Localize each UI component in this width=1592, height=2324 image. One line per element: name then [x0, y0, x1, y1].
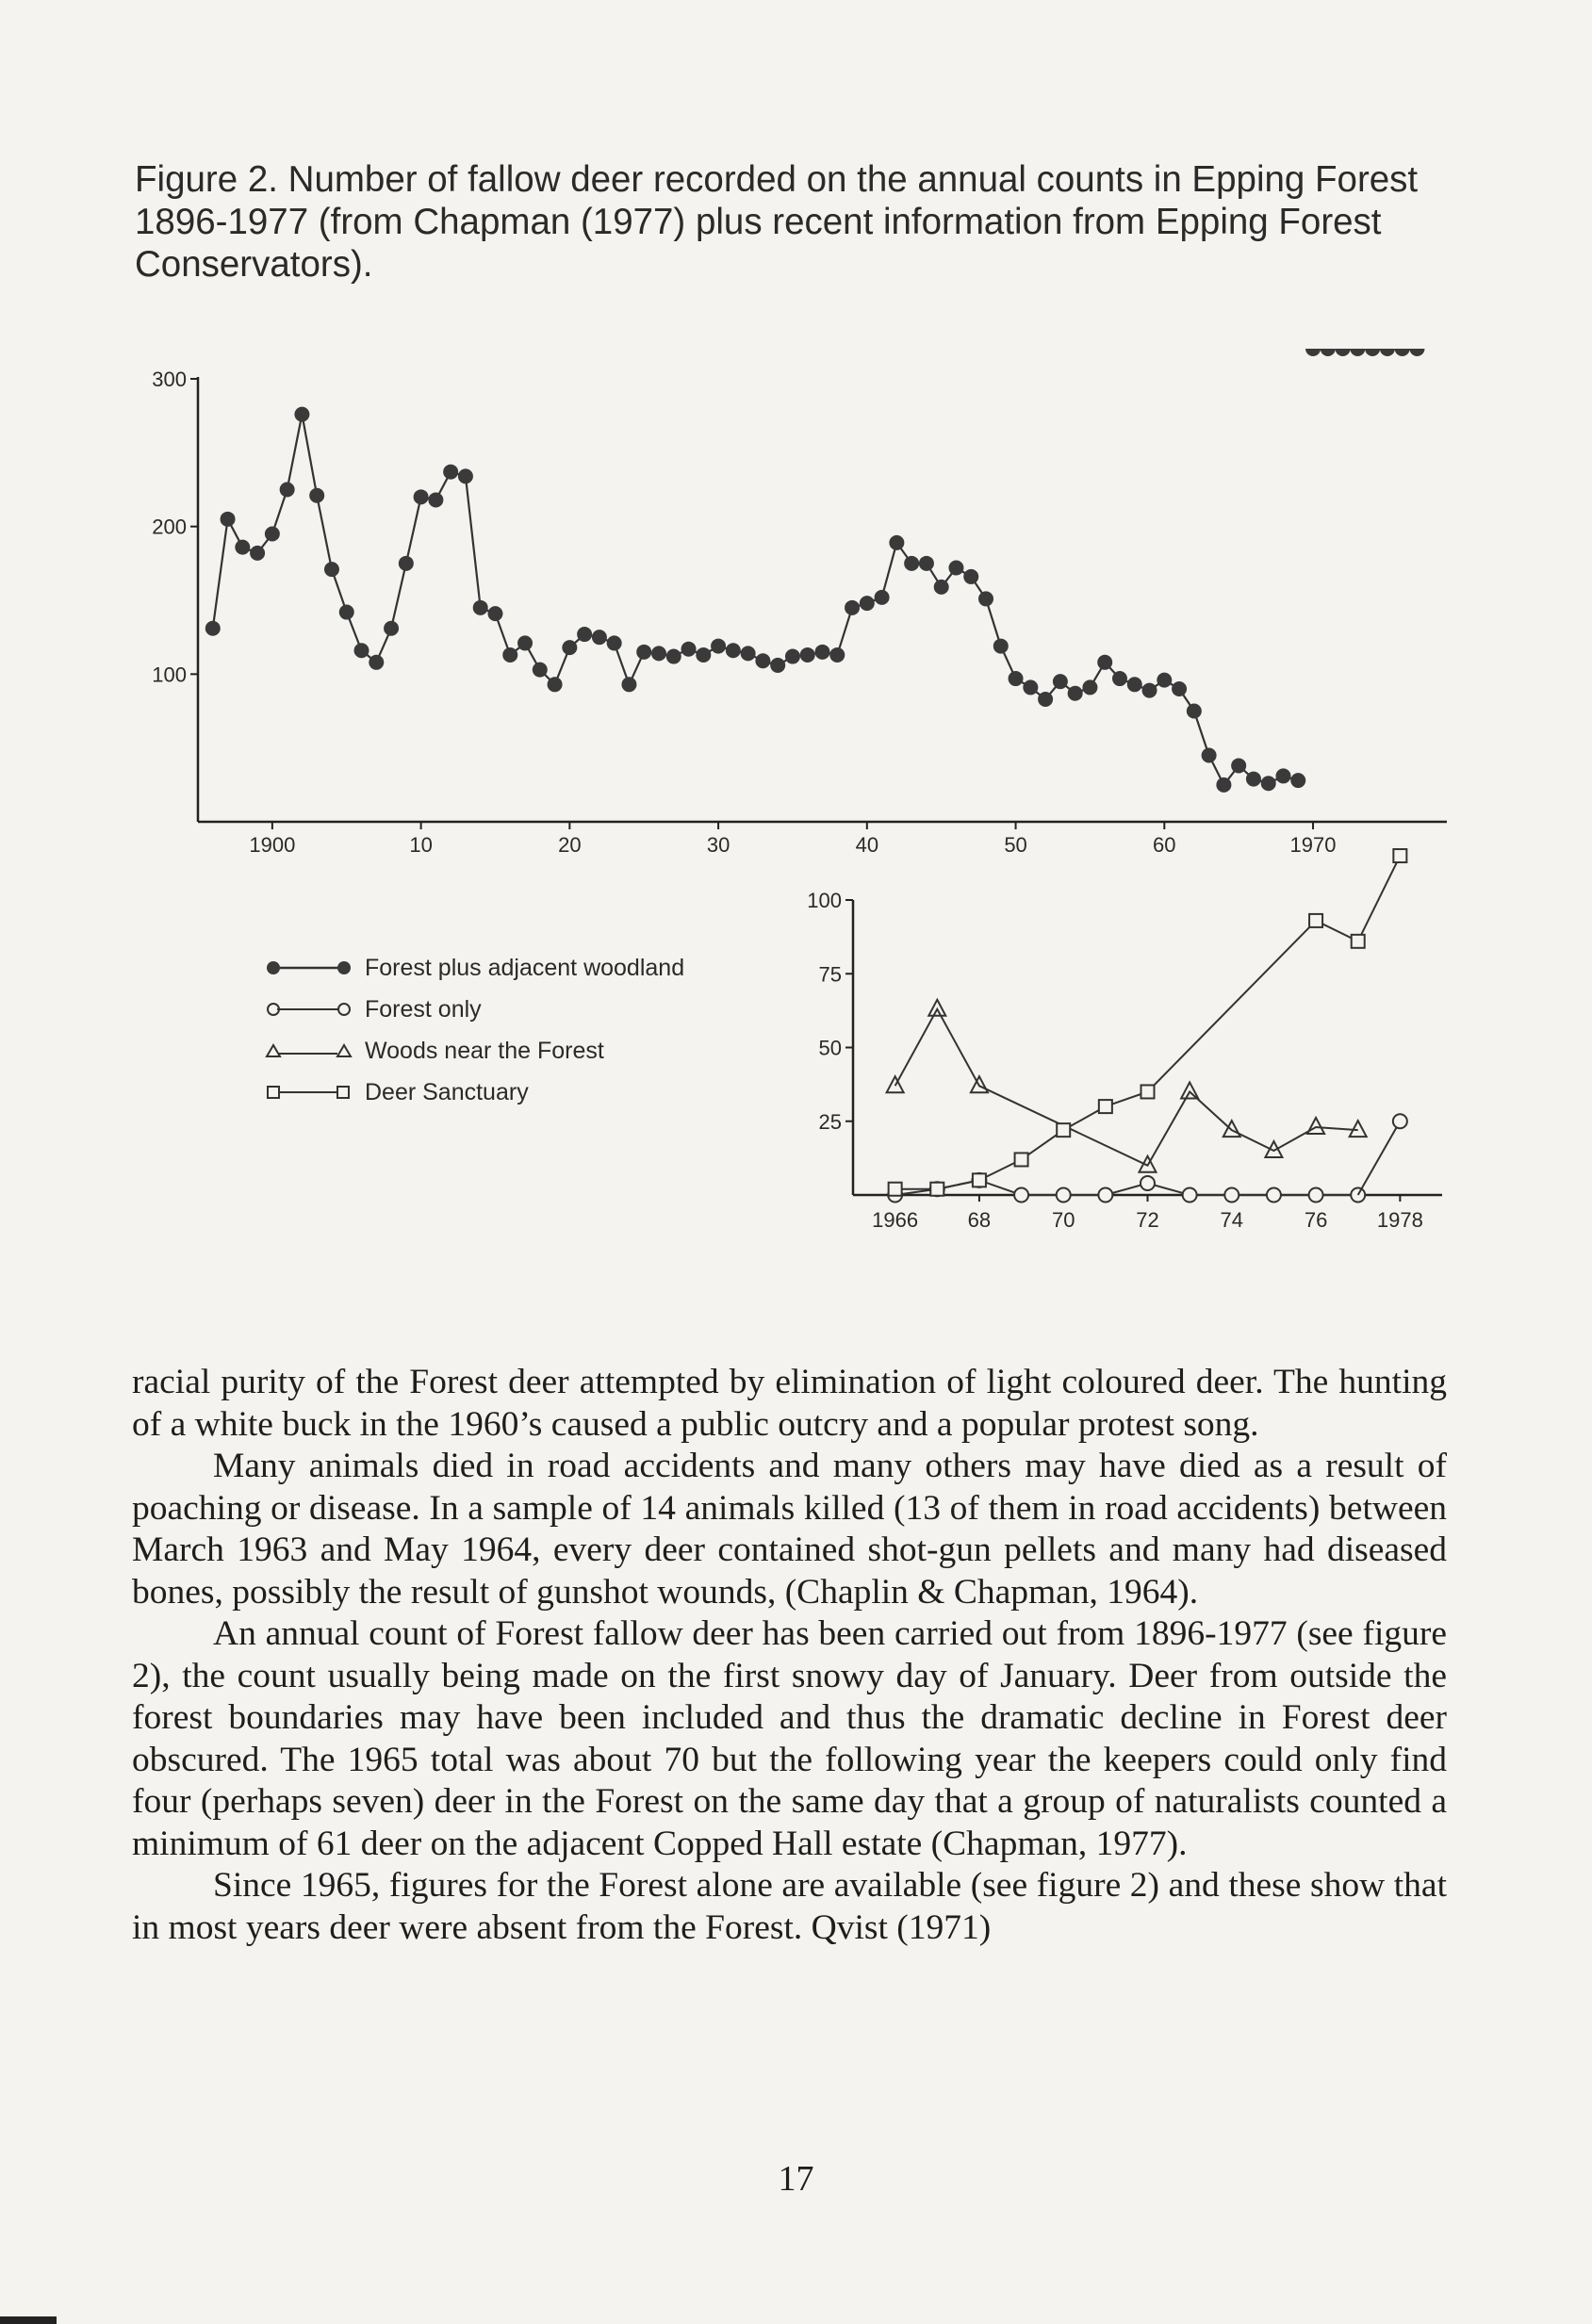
- data-point: [369, 655, 384, 670]
- data-point: [930, 1183, 944, 1196]
- data-point: [384, 621, 399, 636]
- data-point: [1187, 704, 1202, 719]
- data-point: [963, 569, 978, 584]
- data-point: [265, 527, 280, 542]
- data-point: [1023, 679, 1038, 695]
- figure-caption-text: Number of fallow deer recorded on the annual counts in Epping Forest 1896-1977 (from Chapman (1977) plus recent information from Epping Forest Conservators).: [135, 159, 1419, 285]
- data-point: [592, 630, 607, 645]
- data-point: [621, 677, 636, 692]
- data-point: [1351, 1188, 1365, 1203]
- figure-caption: [135, 158, 1454, 286]
- legend-label: Deer Sanctuary: [365, 1078, 529, 1105]
- main-line-chart: [0, 349, 1592, 876]
- x-tick-label: 1900: [249, 833, 296, 857]
- data-point: [1053, 674, 1068, 689]
- legend-item-woods: [264, 1030, 684, 1072]
- data-point: [934, 580, 949, 595]
- data-point: [651, 646, 666, 661]
- inset-x-tick-label: 70: [1051, 1208, 1075, 1232]
- data-point: [930, 1182, 944, 1196]
- data-point: [948, 561, 963, 576]
- data-point: [309, 488, 324, 503]
- data-point: [1290, 773, 1305, 788]
- data-point: [339, 605, 354, 620]
- inset-y-tick-label: 50: [818, 1036, 842, 1060]
- data-point: [1181, 1082, 1198, 1098]
- data-point: [755, 653, 770, 668]
- data-point: [1068, 686, 1083, 701]
- data-point: [607, 635, 622, 650]
- open-triangle-line-icon: [264, 1037, 353, 1065]
- data-point: [1140, 1156, 1157, 1172]
- paragraph: An annual count of Forest fallow deer has been carried out from 1896-1977 (see figure 2), the count usually being made on the first snowy day of January. Deer from outside the forest boundaries may have been included and thus the dramatic decline in Forest deer obscured. The 1965 total was about 70 but the following year the keepers could only find four (perhaps seven) deer in the Forest on the same day that a group of naturalists counted a minimum of 61 deer on the adjacent Copped Hall estate (Chapman, 1977).: [132, 1614, 1447, 1863]
- series-line-deer-sanctuary: [895, 856, 1401, 1189]
- data-point: [294, 407, 309, 422]
- data-point: [1112, 671, 1127, 686]
- legend-label: Forest only: [365, 995, 482, 1023]
- data-point: [1141, 1085, 1155, 1098]
- data-point: [1350, 349, 1365, 356]
- data-point: [815, 645, 830, 660]
- body-text: [132, 1362, 1447, 1949]
- data-point: [1142, 683, 1157, 698]
- data-point: [711, 639, 726, 654]
- data-point: [860, 596, 875, 611]
- data-point: [1307, 1118, 1324, 1134]
- x-tick-label: 50: [1004, 833, 1027, 857]
- data-point: [1321, 349, 1336, 356]
- data-point: [428, 492, 443, 507]
- data-point: [1082, 679, 1097, 695]
- inset-y-tick-label: 100: [807, 889, 842, 912]
- data-point: [1261, 776, 1276, 791]
- data-point: [1014, 1188, 1028, 1203]
- inset-x-tick-label: 1978: [1376, 1208, 1423, 1232]
- data-point: [887, 1076, 904, 1092]
- data-point: [250, 546, 265, 561]
- paragraph: Many animals died in road accidents and many others may have died as a result of poaching or disease. In a sample of 14 animals killed (13 of them in road accidents) between March 1963 and May 1964, every deer contained shot-gun pellets and many had diseased bones, possibly the result of gunshot wounds, (Chaplin & Chapman, 1964).: [132, 1447, 1447, 1612]
- data-point: [1223, 1121, 1240, 1137]
- data-point: [458, 468, 473, 483]
- data-point: [741, 646, 756, 661]
- data-point: [972, 1173, 986, 1187]
- x-tick-label: 1970: [1289, 833, 1337, 857]
- data-point: [1309, 1188, 1323, 1203]
- data-point: [517, 635, 533, 650]
- data-point: [414, 489, 429, 504]
- legend-item-forest-only: [264, 989, 684, 1030]
- data-point: [548, 677, 563, 692]
- filled-circle-line-icon: [264, 954, 353, 982]
- data-point: [666, 649, 681, 664]
- series-line-forest-plus: [213, 415, 1298, 785]
- data-point: [1393, 1114, 1407, 1128]
- data-point: [1098, 1188, 1112, 1203]
- legend-label: Forest plus adjacent woodland: [365, 954, 685, 981]
- x-tick-label: 30: [706, 833, 730, 857]
- data-point: [875, 590, 890, 605]
- scan-edge: [0, 2316, 57, 2324]
- data-point: [696, 647, 711, 663]
- legend-item-sanctuary: [264, 1072, 684, 1113]
- data-point: [785, 649, 800, 664]
- x-tick-label: 10: [409, 833, 433, 857]
- data-point: [205, 621, 221, 636]
- data-point: [889, 1183, 902, 1196]
- inset-x-tick-label: 76: [1304, 1208, 1328, 1232]
- x-tick-label: 40: [855, 833, 879, 857]
- open-square-line-icon: [264, 1078, 353, 1106]
- data-point: [1097, 655, 1112, 670]
- data-point: [889, 535, 904, 550]
- paragraph: racial purity of the Forest deer attempted by elimination of light coloured deer. The hunting of a white buck in the 1960’s caused a public outcry and a popular protest song.: [132, 1363, 1447, 1444]
- data-point: [829, 647, 845, 663]
- data-point: [1352, 935, 1365, 948]
- data-point: [1057, 1188, 1071, 1203]
- data-point: [845, 600, 860, 615]
- data-point: [1365, 349, 1380, 356]
- data-point: [221, 512, 236, 527]
- series-line-forest-only-end: [1358, 1121, 1401, 1195]
- data-point: [1231, 758, 1246, 773]
- data-point: [1038, 692, 1053, 707]
- data-point: [1309, 914, 1322, 927]
- y-tick-label: 300: [152, 368, 187, 391]
- inset-x-tick-label: 74: [1220, 1208, 1244, 1232]
- data-point: [971, 1076, 988, 1092]
- data-point: [1395, 349, 1410, 356]
- data-point: [1224, 1188, 1239, 1203]
- data-point: [1057, 1123, 1070, 1137]
- data-point: [324, 562, 339, 577]
- data-point: [1265, 1141, 1282, 1157]
- data-point: [1275, 768, 1290, 783]
- data-point: [1216, 777, 1231, 793]
- data-point: [973, 1173, 986, 1187]
- data-point: [1157, 673, 1172, 688]
- inset-y-tick-label: 25: [818, 1109, 842, 1134]
- data-point: [280, 483, 295, 498]
- x-tick-label: 20: [558, 833, 582, 857]
- data-point: [681, 642, 697, 657]
- data-point: [354, 643, 369, 658]
- series-line-forest-only: [895, 1180, 1358, 1195]
- data-point: [487, 606, 502, 621]
- chart-legend: [264, 947, 684, 1113]
- data-point: [235, 540, 250, 555]
- legend-label: Woods near the Forest: [365, 1037, 604, 1064]
- data-point: [1305, 349, 1321, 356]
- data-point: [1246, 772, 1261, 787]
- data-point: [726, 643, 741, 658]
- data-point: [473, 600, 488, 615]
- data-point: [1336, 349, 1351, 356]
- data-point: [443, 465, 458, 480]
- data-point: [502, 647, 517, 663]
- y-tick-label: 100: [152, 663, 187, 687]
- data-point: [577, 627, 592, 642]
- data-point: [399, 556, 414, 571]
- open-circle-line-icon: [264, 995, 353, 1023]
- data-point: [1127, 677, 1142, 692]
- data-point: [928, 1000, 945, 1016]
- inset-x-tick-label: 72: [1136, 1208, 1159, 1232]
- data-point: [1267, 1188, 1281, 1203]
- data-point: [1409, 349, 1424, 356]
- data-point: [533, 663, 548, 678]
- data-point: [993, 639, 1009, 654]
- inset-x-tick-label: 68: [967, 1208, 992, 1232]
- data-point: [888, 1188, 902, 1203]
- data-point: [1202, 748, 1217, 763]
- data-point: [800, 647, 815, 663]
- legend-item-forest-plus: [264, 947, 684, 989]
- series-line-woods-near-the-forest: [895, 1009, 1358, 1166]
- data-point: [919, 556, 934, 571]
- data-point: [904, 556, 919, 571]
- data-point: [978, 591, 993, 606]
- x-tick-label: 60: [1153, 833, 1176, 857]
- inset-x-tick-label: 1966: [872, 1208, 919, 1232]
- data-point: [1183, 1188, 1197, 1203]
- data-point: [562, 640, 577, 655]
- figure-label: Figure 2.: [135, 159, 278, 200]
- inset-y-tick-label: 75: [818, 962, 842, 987]
- data-point: [1350, 1121, 1367, 1137]
- y-tick-label: 200: [152, 515, 187, 539]
- data-point: [1009, 671, 1024, 686]
- data-point: [1172, 681, 1187, 696]
- data-point: [1141, 1176, 1155, 1190]
- data-point: [770, 658, 785, 673]
- data-point: [1099, 1100, 1112, 1113]
- data-point: [636, 645, 651, 660]
- data-point: [1015, 1153, 1028, 1166]
- paragraph: Since 1965, figures for the Forest alone are available (see figure 2) and these show that in most years deer were absent from the Forest. Qvist (1971): [132, 1866, 1447, 1947]
- data-point: [1380, 349, 1395, 356]
- page-number: 17: [778, 2159, 814, 2199]
